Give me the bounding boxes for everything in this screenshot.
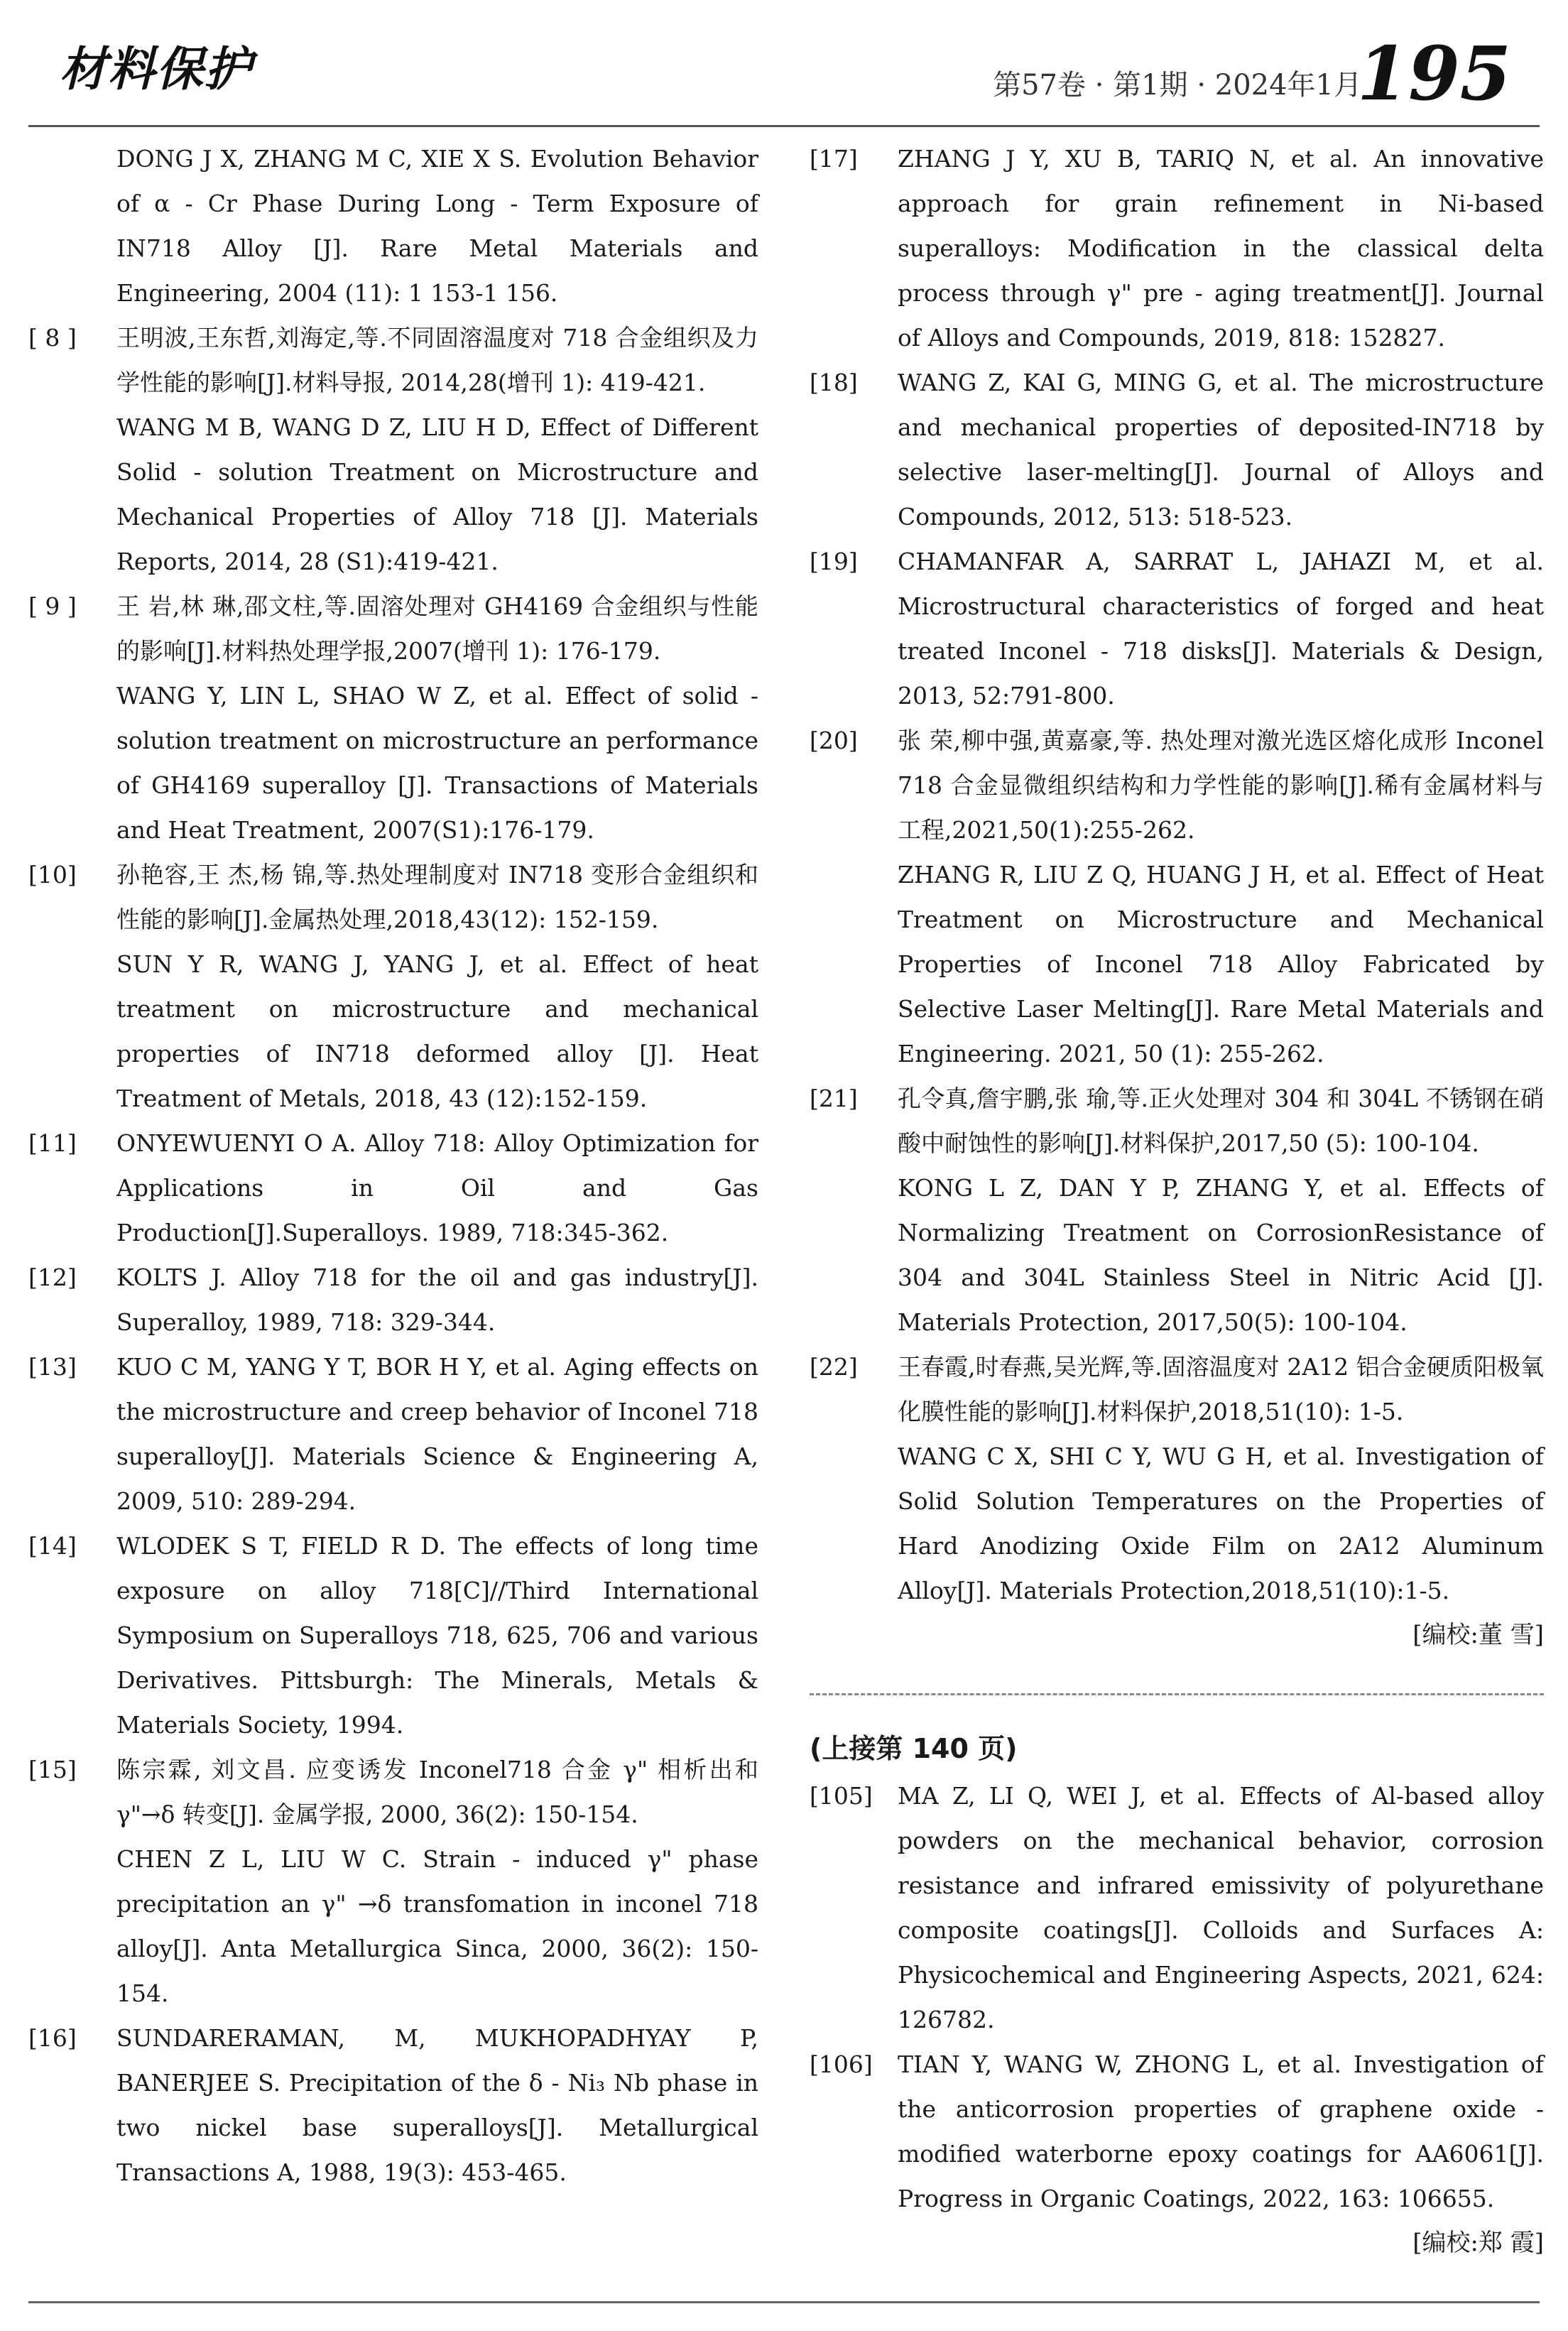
reference-entry — [28, 1747, 758, 2016]
reference-entry — [810, 136, 1544, 360]
reference-entry — [810, 2042, 1544, 2221]
reference-entry — [28, 315, 758, 584]
reference-text: CHAMANFAR A, SARRAT L, JAHAZI M, et al. Microstructural characteristics of forged and heat treated Inconel - 718 disks[J]. Materials & Design, 2013, 52:791-800. — [898, 548, 1544, 710]
reference-entry — [28, 1344, 758, 1523]
continued-reference-list — [810, 1773, 1544, 2221]
header-rule — [28, 125, 1540, 127]
reference-entry — [28, 2016, 758, 2195]
reference-number: [13] — [28, 1353, 77, 1381]
reference-text: 王春霞,时春燕,吴光辉,等.固溶温度对 2A12 铝合金硬质阳极氧化膜性能的影响[J].材料保护,2018,51(10): 1-5. — [898, 1353, 1544, 1425]
reference-number: [14] — [28, 1532, 77, 1560]
reference-entry — [810, 539, 1544, 718]
reference-number: [22] — [810, 1353, 858, 1381]
left-column — [28, 136, 758, 2195]
reference-entry — [28, 852, 758, 1121]
reference-number: [17] — [810, 145, 858, 173]
reference-number: [10] — [28, 861, 77, 889]
reference-number: [106] — [810, 2050, 873, 2078]
reference-entry — [810, 1076, 1544, 1344]
reference-number: [ 9 ] — [28, 592, 77, 620]
reference-entry — [28, 1121, 758, 1255]
reference-entry — [810, 1773, 1544, 2042]
right-column — [810, 136, 1544, 2266]
reference-number: [15] — [28, 1756, 77, 1783]
reference-text: SUNDARERAMAN, M, MUKHOPADHYAY P, BANERJEE S. Precipitation of the δ - Ni₃ Nb phase in two nickel base superalloys[J]. Metallurgical Transactions A, 1988, 19(3): 453-465. — [116, 2024, 758, 2186]
journal-logo: 材料保护 — [60, 41, 253, 97]
reference-text: SUN Y R, WANG J, YANG J, et al. Effect of heat treatment on microstructure and mechanical properties of IN718 deformed alloy [J]. Heat Treatment of Metals, 2018, 43 (12):152-159. — [116, 950, 758, 1112]
reference-text: WLODEK S T, FIELD R D. The effects of long time exposure on alloy 718[C]//Third International Symposium on Superalloys 718, 625, 706 and various Derivatives. Pittsburgh: The Minerals, Metals & Materials Society, 1994. — [116, 1532, 758, 1739]
reference-text: KUO C M, YANG Y T, BOR H Y, et al. Aging effects on the microstructure and creep behavior of Inconel 718 superalloy[J]. Materials Science & Engineering A, 2009, 510: 289-294. — [116, 1353, 758, 1515]
reference-text: ONYEWUENYI O A. Alloy 718: Alloy Optimization for Applications in Oil and Gas Production[J].Superalloys. 1989, 718:345-362. — [116, 1129, 758, 1246]
reference-text: 陈宗霖, 刘文昌. 应变诱发 Inconel718 合金 γ" 相析出和 γ"→δ 转变[J]. 金属学报, 2000, 36(2): 150-154. — [116, 1756, 758, 1828]
reference-entry — [810, 1344, 1544, 1613]
reference-entry — [810, 718, 1544, 1076]
reference-text: WANG M B, WANG D Z, LIU H D, Effect of Different Solid - solution Treatment on Microstructure and Mechanical Properties of Alloy 718 [J]. Materials Reports, 2014, 28 (S1):419-421. — [116, 413, 758, 575]
editor-credit: [编校:董 雪] — [1412, 1621, 1544, 1649]
reference-text: DONG J X, ZHANG M C, XIE X S. Evolution Behavior of α - Cr Phase During Long - Term Exposure of IN718 Alloy [J]. Rare Metal Materials and Engineering, 2004 (11): 1 153-1 156. — [116, 145, 758, 307]
reference-text: KONG L Z, DAN Y P, ZHANG Y, et al. Effects of Normalizing Treatment on CorrosionResistance of 304 and 304L Stainless Steel in Nitric Acid [J]. Materials Protection, 2017,50(5): 100-104. — [898, 1174, 1544, 1336]
reference-entry — [28, 1255, 758, 1344]
page-number: 195 — [1356, 30, 1511, 117]
reference-text: WANG Y, LIN L, SHAO W Z, et al. Effect of solid - solution treatment on microstructure an performance of GH4169 superalloy [J]. Transactions of Materials and Heat Treatment, 2007(S1):176-179. — [116, 682, 758, 844]
reference-number: [16] — [28, 2024, 77, 2052]
editor-credit-continued: [编校:郑 霞] — [1412, 2229, 1544, 2257]
reference-entry — [810, 360, 1544, 539]
reference-text: 王 岩,林 琳,邵文柱,等.固溶处理对 GH4169 合金组织与性能的影响[J].材料热处理学报,2007(增刊 1): 176-179. — [116, 592, 758, 665]
reference-text: KOLTS J. Alloy 718 for the oil and gas industry[J]. Superalloy, 1989, 718: 329-344. — [116, 1264, 758, 1336]
continued-title: (上接第 140 页) — [810, 1733, 1018, 1764]
reference-text: MA Z, LI Q, WEI J, et al. Effects of Al-based alloy powders on the mechanical behavior, corrosion resistance and infrared emissivity of polyurethane composite coatings[J]. Colloids and Surfaces A: Physicochemical and Engineering Aspects, 2021, 624: 126782. — [898, 1782, 1544, 2033]
right-reference-list — [810, 136, 1544, 1613]
reference-entry — [28, 136, 758, 315]
reference-text: WANG C X, SHI C Y, WU G H, et al. Investigation of Solid Solution Temperatures on the Properties of Hard Anodizing Oxide Film on 2A12 Aluminum Alloy[J]. Materials Protection,2018,51(10):1-5. — [898, 1442, 1544, 1604]
reference-number: [20] — [810, 727, 858, 754]
reference-number: [21] — [810, 1085, 858, 1112]
reference-number: [ 8 ] — [28, 324, 77, 352]
reference-text: 孔令真,詹宇鹏,张 瑜,等.正火处理对 304 和 304L 不锈钢在硝酸中耐蚀性的影响[J].材料保护,2017,50 (5): 100-104. — [898, 1085, 1544, 1157]
reference-text: WANG Z, KAI G, MING G, et al. The microstructure and mechanical properties of deposited-IN718 by selective laser-melting[J]. Journal of Alloys and Compounds, 2012, 513: 518-523. — [898, 369, 1544, 531]
issue-info: 第57卷 · 第1期 · 2024年1月 — [993, 69, 1362, 102]
reference-text: 王明波,王东哲,刘海定,等.不同固溶温度对 718 合金组织及力学性能的影响[J].材料导报, 2014,28(增刊 1): 419-421. — [116, 324, 758, 396]
reference-number: [18] — [810, 369, 858, 396]
reference-text: ZHANG R, LIU Z Q, HUANG J H, et al. Effect of Heat Treatment on Microstructure and Mechanical Properties of Inconel 718 Alloy Fabricated by Selective Laser Melting[J]. Rare Metal Materials and Engineering. 2021, 50 (1): 255-262. — [898, 861, 1544, 1067]
reference-text: 张 荣,柳中强,黄嘉豪,等. 热处理对激光选区熔化成形 Inconel 718 合金显微组织结构和力学性能的影响[J].稀有金属材料与工程,2021,50(1):255-262. — [898, 727, 1544, 844]
reference-text: 孙艳容,王 杰,杨 锦,等.热处理制度对 IN718 变形合金组织和性能的影响[J].金属热处理,2018,43(12): 152-159. — [116, 861, 758, 933]
footer-rule — [28, 2301, 1540, 2303]
reference-number: [105] — [810, 1782, 873, 1810]
reference-entry — [28, 584, 758, 852]
page-header — [0, 0, 1568, 117]
reference-text: TIAN Y, WANG W, ZHONG L, et al. Investigation of the anticorrosion properties of graphene oxide - modified waterborne epoxy coatings for AA6061[J]. Progress in Organic Coatings, 2022, 163: 106655. — [898, 2050, 1544, 2212]
reference-text: ZHANG J Y, XU B, TARIQ N, et al. An innovative approach for grain refinement in Ni-based superalloys: Modification in the classical delta process through γ" pre - aging treatment[J]. Journal of Alloys and Compounds, 2019, 818: 152827. — [898, 145, 1544, 352]
section-divider — [810, 1693, 1544, 1695]
reference-text: CHEN Z L, LIU W C. Strain - induced γ" phase precipitation an γ" →δ transfomation in inconel 718 alloy[J]. Anta Metallurgica Sinca, 2000, 36(2): 150-154. — [116, 1845, 758, 2007]
reference-entry — [28, 1523, 758, 1747]
reference-number: [12] — [28, 1264, 77, 1291]
reference-number: [11] — [28, 1129, 77, 1157]
reference-number: [19] — [810, 548, 858, 575]
